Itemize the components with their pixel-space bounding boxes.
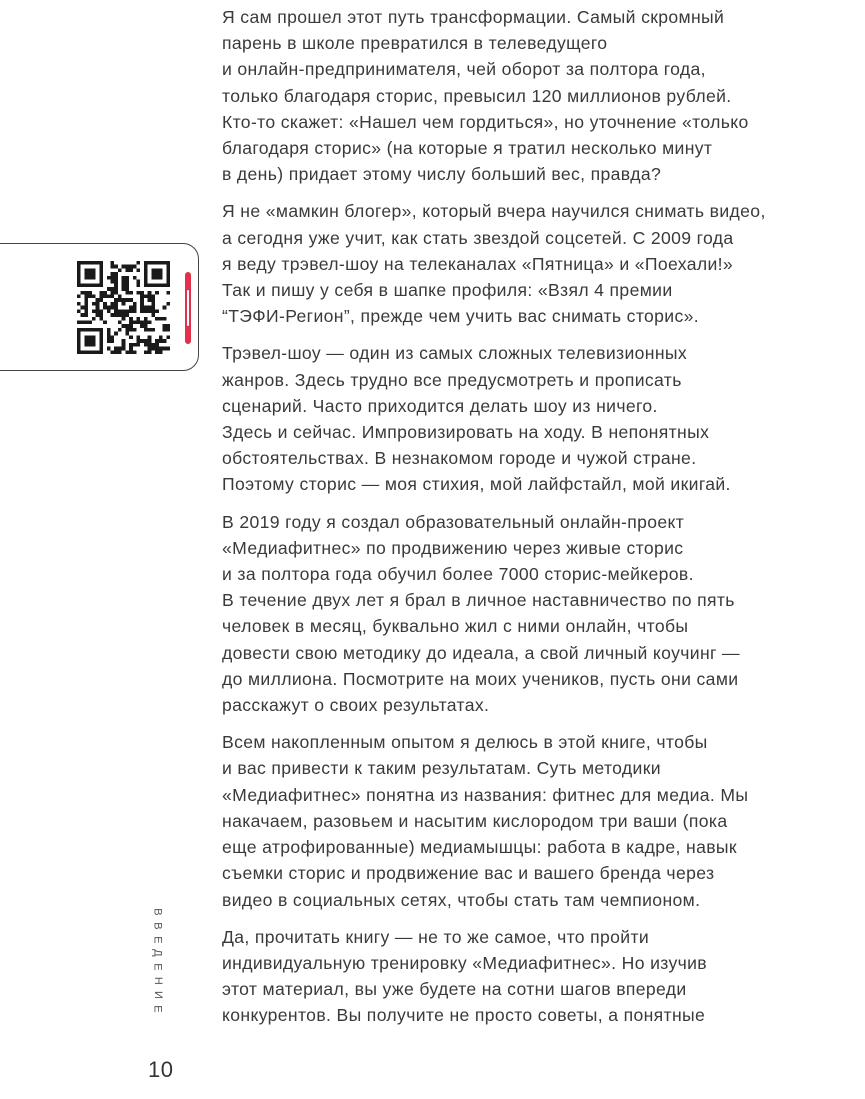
section-label-letter: Е: [151, 963, 164, 971]
text-line: расскажут о своих результатах.: [222, 695, 490, 716]
paragraph: [222, 4, 862, 187]
text-line: этот материал, вы уже будете на сотни шагов впереди: [222, 979, 687, 1000]
text-line: Я не «мамкин блогер», который вчера научился снимать видео,: [222, 201, 766, 222]
section-label: [150, 905, 164, 1015]
text-line: Поэтому сторис — моя стихия, мой лайфстайл, мой икигай.: [222, 474, 731, 495]
section-label-letter: Е: [151, 935, 164, 944]
phone-side-button: [185, 272, 191, 344]
text-line: В 2019 году я создал образовательный онлайн-проект: [222, 511, 685, 532]
text-line: и вас привести к таким результатам. Суть методики: [222, 758, 661, 779]
text-line: Здесь и сейчас. Импровизировать на ходу. В непонятных: [222, 422, 710, 443]
text-line: накачаем, разовьем и насытим кислородом три ваши (пока: [222, 810, 728, 831]
text-line: Я сам прошел этот путь трансформации. Самый скромный: [222, 7, 725, 27]
text-line: и за полтора года обучил более 7000 сторис-мейкеров.: [222, 564, 694, 585]
text-line: только благодаря сторис, превысил 120 миллионов рублей.: [222, 85, 732, 106]
section-label-letter: В: [151, 908, 164, 916]
text-line: Так и пишу у себя в шапке профиля: «Взял 4 премии: [222, 280, 673, 301]
section-label-letter: И: [151, 990, 164, 999]
section-label-letter: Н: [151, 976, 164, 985]
paragraph: [222, 924, 862, 1029]
body-text: [222, 4, 862, 1040]
text-line: в день) придает этому числу больший вес, правда?: [222, 164, 662, 185]
paragraph: [222, 729, 862, 912]
text-line: до миллиона. Посмотрите на моих учеников, пусть они сами: [222, 668, 739, 689]
qr-code-icon: [77, 261, 170, 354]
text-line: сценарий. Часто приходится делать шоу из ничего.: [222, 395, 658, 416]
text-line: Кто-то скажет: «Нашел чем гордиться», но уточнение «только: [222, 111, 749, 132]
text-line: конкурентов. Вы получите не просто советы, а понятные: [222, 1005, 706, 1026]
text-line: съемки сторис и продвижение вас и вашего бренда через: [222, 863, 715, 884]
paragraph: [222, 198, 862, 329]
text-line: «Медиафитнес» по продвижению через живые сторис: [222, 537, 684, 558]
text-line: обстоятельствах. В незнакомом городе и чужой стране.: [222, 448, 697, 469]
text-line: видео в социальных сетях, чтобы стать там чемпионом.: [222, 889, 701, 910]
text-line: В течение двух лет я брал в личное наставничество по пять: [222, 590, 735, 611]
section-label-letter: Е: [151, 1004, 164, 1013]
page-number: 10: [148, 1057, 174, 1082]
paragraph: [222, 509, 862, 719]
section-label-letter: Д: [151, 949, 164, 958]
text-line: и онлайн-предпринимателя, чей оборот за полтора года,: [222, 59, 706, 80]
text-line: парень в школе превратился в телеведущего: [222, 33, 608, 54]
text-line: Трэвел-шоу — один из самых сложных телевизионных: [222, 343, 688, 364]
text-line: “ТЭФИ-Регион”, прежде чем учить вас снимать сторис».: [222, 306, 699, 327]
text-line: жанров. Здесь трудно все предусмотреть и прописать: [222, 369, 682, 390]
section-label-letter: В: [151, 922, 164, 930]
phone-qr-illustration: [0, 243, 199, 371]
text-line: благодаря сторис» (на которые я тратил несколько минут: [222, 138, 713, 159]
paragraph: [222, 340, 862, 497]
text-line: еще атрофированные) медиамышцы: работа в кадре, навык: [222, 837, 737, 858]
text-line: а сегодня уже учит, как стать звездой соцсетей. С 2009 года: [222, 227, 734, 248]
text-line: довести свою методику до идеала, а свой личный коучинг —: [222, 642, 740, 663]
text-line: Всем накопленным опытом я делюсь в этой книге, чтобы: [222, 732, 708, 753]
text-line: индивидуальную тренировку «Медиафитнес». Но изучив: [222, 952, 708, 973]
text-line: я веду трэвел-шоу на телеканалах «Пятница» и «Поехали!»: [222, 253, 734, 274]
text-line: человек в месяц, буквально жил с ними онлайн, чтобы: [222, 616, 689, 637]
text-line: «Медиафитнес» понятна из названия: фитнес для медиа. Мы: [222, 784, 749, 805]
text-line: Да, прочитать книгу — не то же самое, что пройти: [222, 926, 650, 947]
